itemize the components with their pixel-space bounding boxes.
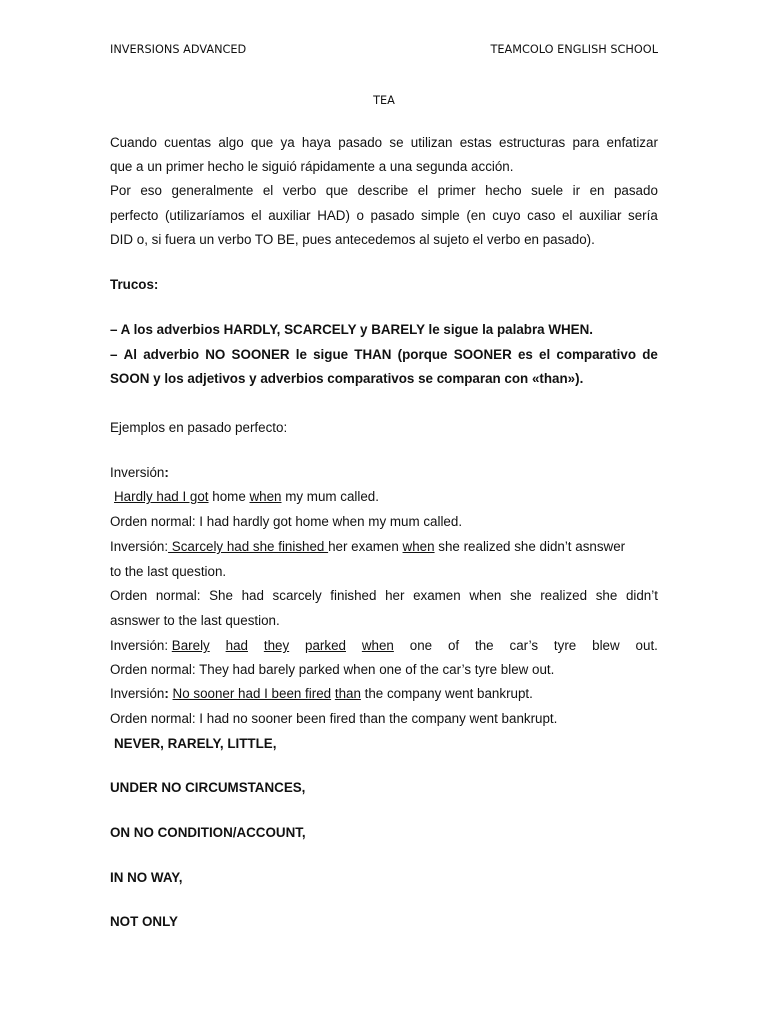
examples-heading: Ejemplos en pasado perfecto:	[110, 420, 288, 435]
document-page	[110, 0, 658, 1024]
normal-1: Orden normal: I had hardly got home when my mum called.	[110, 514, 463, 529]
intro-line-2: que a un primer hecho le siguió rápidamente a una segunda acción.	[110, 159, 514, 174]
intro-line-1	[110, 135, 658, 151]
word: caso	[527, 208, 556, 223]
header-right: TEAMCOLO ENGLISH SCHOOL	[490, 43, 658, 56]
word: THAN	[354, 347, 392, 362]
word: scarcely	[272, 588, 322, 603]
word: tyre	[553, 638, 577, 653]
word: el	[417, 183, 429, 198]
word: de	[642, 347, 658, 362]
word: haya	[301, 135, 331, 150]
word: Inversión: Barely	[110, 638, 210, 653]
truco-2	[110, 347, 658, 363]
word: she	[509, 588, 532, 603]
word: sigue	[313, 347, 349, 362]
word: her	[385, 588, 405, 603]
word: one	[409, 638, 433, 653]
word: parked	[305, 638, 346, 653]
normal-4: Orden normal: I had no sooner been fired than the company went bankrupt.	[110, 711, 558, 726]
word: had	[225, 638, 248, 653]
word: they	[263, 638, 290, 653]
word: out.	[635, 638, 658, 653]
word: utilizan	[410, 135, 453, 150]
word: en	[589, 183, 605, 198]
example-3	[110, 638, 658, 654]
intro-line-5: DID o, si fuera un verbo TO BE, pues antecedemos al sujeto el verbo en pasado).	[110, 232, 595, 247]
word: realized	[540, 588, 588, 603]
word: Orden	[110, 588, 148, 603]
word: el	[539, 347, 551, 362]
word: she	[595, 588, 618, 603]
word: examen	[413, 588, 461, 603]
word: enfatizar	[606, 135, 658, 150]
word: el	[251, 208, 262, 223]
word: (porque	[397, 347, 448, 362]
word: generalmente	[171, 183, 254, 198]
word: comparativo	[556, 347, 637, 362]
adverb-item: NEVER, RARELY, LITTLE,	[114, 736, 277, 751]
intro-line-4	[110, 208, 658, 224]
word: finished	[330, 588, 377, 603]
example-1: Hardly had I got home when my mum called.	[114, 489, 379, 504]
word: the	[475, 638, 494, 653]
word: auxiliar	[268, 208, 311, 223]
truco-3: SOON y los adjetivos y adverbios comparativos se comparan con «than»).	[110, 371, 584, 386]
word: had	[241, 588, 264, 603]
word: suele	[531, 183, 564, 198]
word: Cuando	[110, 135, 157, 150]
word: didn’t	[625, 588, 658, 603]
word: pasado	[338, 135, 383, 150]
word: estas	[459, 135, 492, 150]
word: o	[356, 208, 364, 223]
word: ya	[280, 135, 295, 150]
word: perfecto	[110, 208, 159, 223]
word: cuentas	[164, 135, 212, 150]
word: describe	[357, 183, 409, 198]
normal-2	[110, 588, 658, 604]
example-2-cont: to the last question.	[110, 564, 227, 579]
word: Por	[110, 183, 131, 198]
word: algo	[218, 135, 244, 150]
word: when	[361, 638, 394, 653]
word: SOONER	[231, 347, 290, 362]
truco-1: – A los adverbios HARDLY, SCARCELY y BARELY le sigue la palabra WHEN.	[110, 322, 593, 337]
word: eso	[140, 183, 162, 198]
word: verbo	[282, 183, 317, 198]
word: simple	[421, 208, 460, 223]
word: auxiliar	[579, 208, 622, 223]
word: que	[325, 183, 349, 198]
adverb-item: ON NO CONDITION/ACCOUNT,	[110, 825, 306, 840]
word: ir	[572, 183, 581, 198]
page-title: TEA	[373, 94, 395, 107]
example-4: Inversión: No sooner had I been fired than the company went bankrupt.	[110, 686, 533, 701]
word: pasado	[613, 183, 658, 198]
word: adverbio	[143, 347, 200, 362]
word: estructuras	[499, 135, 566, 150]
word: el	[562, 208, 573, 223]
adverb-item: UNDER NO CIRCUMSTANCES,	[110, 780, 306, 795]
word: when	[469, 588, 502, 603]
word: blew	[592, 638, 620, 653]
word: SOONER	[453, 347, 512, 362]
word: hecho	[485, 183, 522, 198]
word: pasado	[370, 208, 415, 223]
word: She	[209, 588, 233, 603]
word: el	[262, 183, 274, 198]
example-2: Inversión: Scarcely had she finished her examen when she realized she didn’t asnswer	[110, 539, 626, 554]
trucos-heading: Trucos:	[110, 277, 159, 292]
word: es	[517, 347, 533, 362]
word: que	[250, 135, 274, 150]
adverb-item: IN NO WAY,	[110, 870, 183, 885]
word: normal:	[155, 588, 201, 603]
normal-3: Orden normal: They had barely parked when one of the car’s tyre blew out.	[110, 662, 555, 677]
word: HAD)	[317, 208, 350, 223]
word: (utilizaríamos	[164, 208, 245, 223]
word: para	[572, 135, 600, 150]
word: NO	[205, 347, 226, 362]
word: Al	[123, 347, 138, 362]
adverb-item: NOT ONLY	[110, 914, 178, 929]
normal-2-cont: asnswer to the last question.	[110, 613, 280, 628]
header-left: INVERSIONS ADVANCED	[110, 43, 247, 56]
word: car’s	[509, 638, 539, 653]
word: cuyo	[492, 208, 521, 223]
inversion-label: Inversión:	[110, 465, 169, 480]
word: –	[110, 347, 118, 362]
word: se	[389, 135, 404, 150]
word: (en	[466, 208, 486, 223]
word: primer	[437, 183, 476, 198]
word: of	[447, 638, 460, 653]
intro-line-3	[110, 183, 658, 199]
word: sería	[628, 208, 658, 223]
word: le	[295, 347, 307, 362]
